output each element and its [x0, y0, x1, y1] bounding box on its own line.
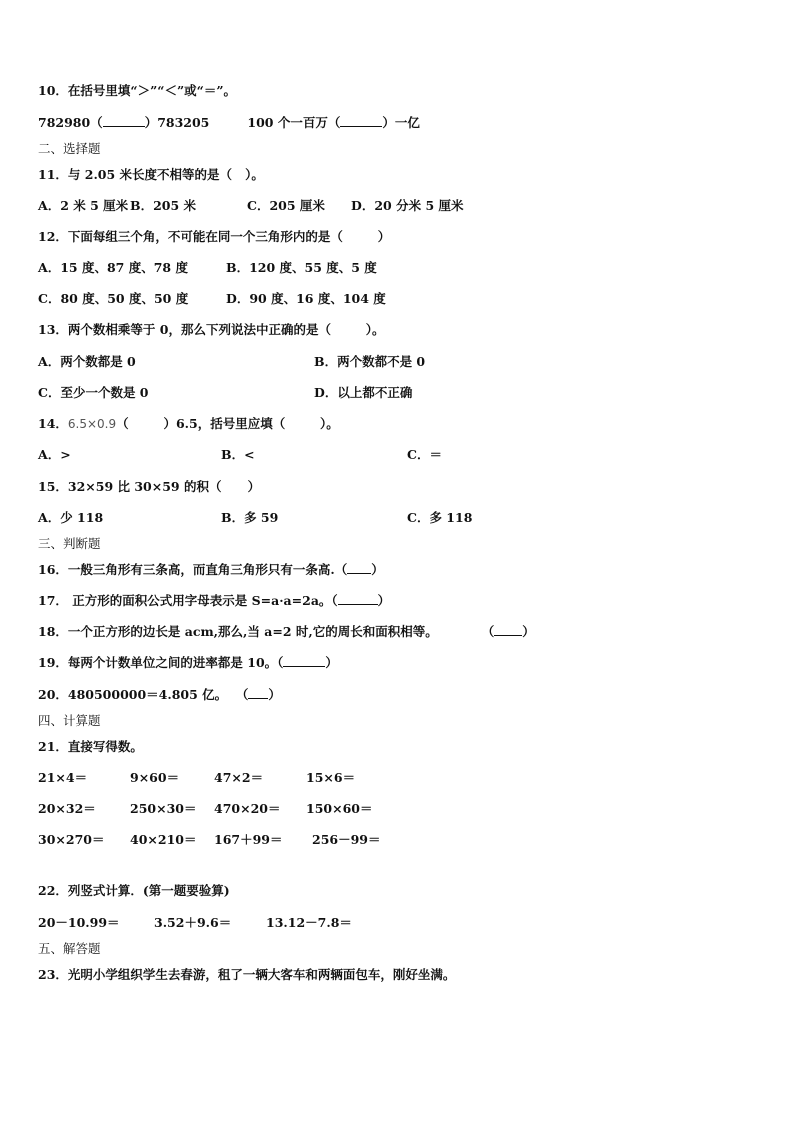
option-c[interactable]: C．＝: [407, 447, 442, 462]
calc-item: 47×2＝: [214, 770, 264, 785]
calc-item: 15×6＝: [306, 770, 356, 785]
q14-rest: （ ）6.5，括号里应填（ ）。: [116, 416, 339, 431]
option-b[interactable]: B．两个数都不是 0: [314, 354, 426, 369]
option-c[interactable]: C．至少一个数是 0: [38, 385, 149, 400]
question-12-stem: 12．下面每组三个角，不可能在同一个三角形内的是（ ）: [38, 229, 391, 244]
question-10-items: [38, 115, 420, 131]
option-c[interactable]: C．80 度、50 度、50 度: [38, 291, 189, 306]
section-heading-calc: 四、计算题: [38, 713, 101, 728]
option-d[interactable]: D．20 分米 5 厘米: [351, 198, 464, 213]
option-b[interactable]: B．120 度、55 度、5 度: [226, 260, 377, 275]
q17-close: ）: [377, 593, 391, 608]
answer-blank[interactable]: [494, 624, 522, 636]
question-16: [38, 562, 384, 578]
calc-item: 30×270＝: [38, 832, 105, 847]
question-21-stem: 21．直接写得数。: [38, 739, 143, 754]
option-a[interactable]: A．两个数都是 0: [38, 354, 136, 369]
option-a[interactable]: A．>: [38, 447, 71, 462]
answer-blank[interactable]: [283, 655, 325, 667]
answer-blank[interactable]: [340, 115, 382, 127]
question-19: [38, 655, 338, 671]
question-22-stem: 22．列竖式计算．(第一题要验算): [38, 883, 230, 898]
q10-item1-right: ）783205: [144, 115, 210, 130]
q19-close: ）: [325, 655, 338, 670]
section-heading-judge: 三、判断题: [38, 536, 101, 551]
section-heading-answer: 五、解答题: [38, 941, 101, 956]
q19-stem: 19．每两个计数单位之间的进率都是 10。（: [38, 655, 284, 670]
calc-item: 20－10.99＝: [38, 915, 120, 930]
question-20: [38, 687, 281, 703]
q18-open: （: [481, 624, 495, 639]
q10-item1-left: 782980（: [38, 115, 103, 130]
calc-item: 20×32＝: [38, 801, 96, 816]
answer-blank[interactable]: [248, 687, 268, 699]
q10-item2-right: ）一亿: [382, 115, 420, 130]
q10-item2-left: 100 个一百万（: [247, 115, 341, 130]
option-b[interactable]: B．205 米: [130, 198, 197, 213]
question-23-stem: 23．光明小学组织学生去春游，租了一辆大客车和两辆面包车，刚好坐满。: [38, 967, 456, 982]
answer-blank[interactable]: [338, 593, 378, 605]
question-14-stem: [38, 416, 339, 432]
calc-item: 256－99＝: [312, 832, 381, 847]
question-17: [38, 593, 390, 609]
option-c[interactable]: C．205 厘米: [247, 198, 325, 213]
q14-math-expression: 6.5×0.9: [67, 417, 117, 431]
option-d[interactable]: D．以上都不正确: [314, 385, 413, 400]
calc-item: 150×60＝: [306, 801, 373, 816]
question-10-stem: 10．在括号里填“＞”“＜”或“＝”。: [38, 83, 237, 98]
calc-item: 3.52＋9.6＝: [154, 915, 232, 930]
option-b[interactable]: B．<: [221, 447, 255, 462]
q18-stem: 18．一个正方形的边长是 acm,那么,当 a=2 时,它的周长和面积相等。: [38, 624, 438, 639]
calc-item: 13.12－7.8＝: [266, 915, 352, 930]
calc-item: 40×210＝: [130, 832, 197, 847]
question-11-stem: 11．与 2.05 米长度不相等的是（ ）。: [38, 167, 264, 182]
option-d[interactable]: D．90 度、16 度、104 度: [226, 291, 386, 306]
calc-item: 250×30＝: [130, 801, 197, 816]
option-b[interactable]: B．多 59: [221, 510, 279, 525]
q16-stem: 16．一般三角形有三条高，而直角三角形只有一条高.（: [38, 562, 348, 577]
calc-item: 470×20＝: [214, 801, 281, 816]
option-c[interactable]: C．多 118: [407, 510, 473, 525]
option-a[interactable]: A．15 度、87 度、78 度: [38, 260, 188, 275]
calc-item: 167＋99＝: [214, 832, 283, 847]
option-a[interactable]: A．少 118: [38, 510, 104, 525]
q16-close: ）: [371, 562, 384, 577]
q20-stem: 20．480500000＝4.805 亿。 （: [38, 687, 249, 702]
section-heading-choice: 二、选择题: [38, 141, 101, 156]
option-a[interactable]: A．2 米 5 厘米: [38, 198, 129, 213]
calc-item: 9×60＝: [130, 770, 180, 785]
question-15-stem: 15．32×59 比 30×59 的积（ ）: [38, 479, 261, 494]
q17-stem: 17． 正方形的面积公式用字母表示是 S=a·a=2a。（: [38, 593, 338, 608]
q18-close: ）: [522, 624, 535, 639]
question-13-stem: 13．两个数相乘等于 0，那么下列说法中正确的是（ ）。: [38, 322, 385, 337]
q20-close: ）: [268, 687, 281, 702]
calc-item: 21×4＝: [38, 770, 88, 785]
q14-number: 14．: [38, 416, 68, 431]
question-18: [38, 624, 535, 640]
answer-blank[interactable]: [347, 562, 371, 574]
answer-blank[interactable]: [103, 115, 145, 127]
